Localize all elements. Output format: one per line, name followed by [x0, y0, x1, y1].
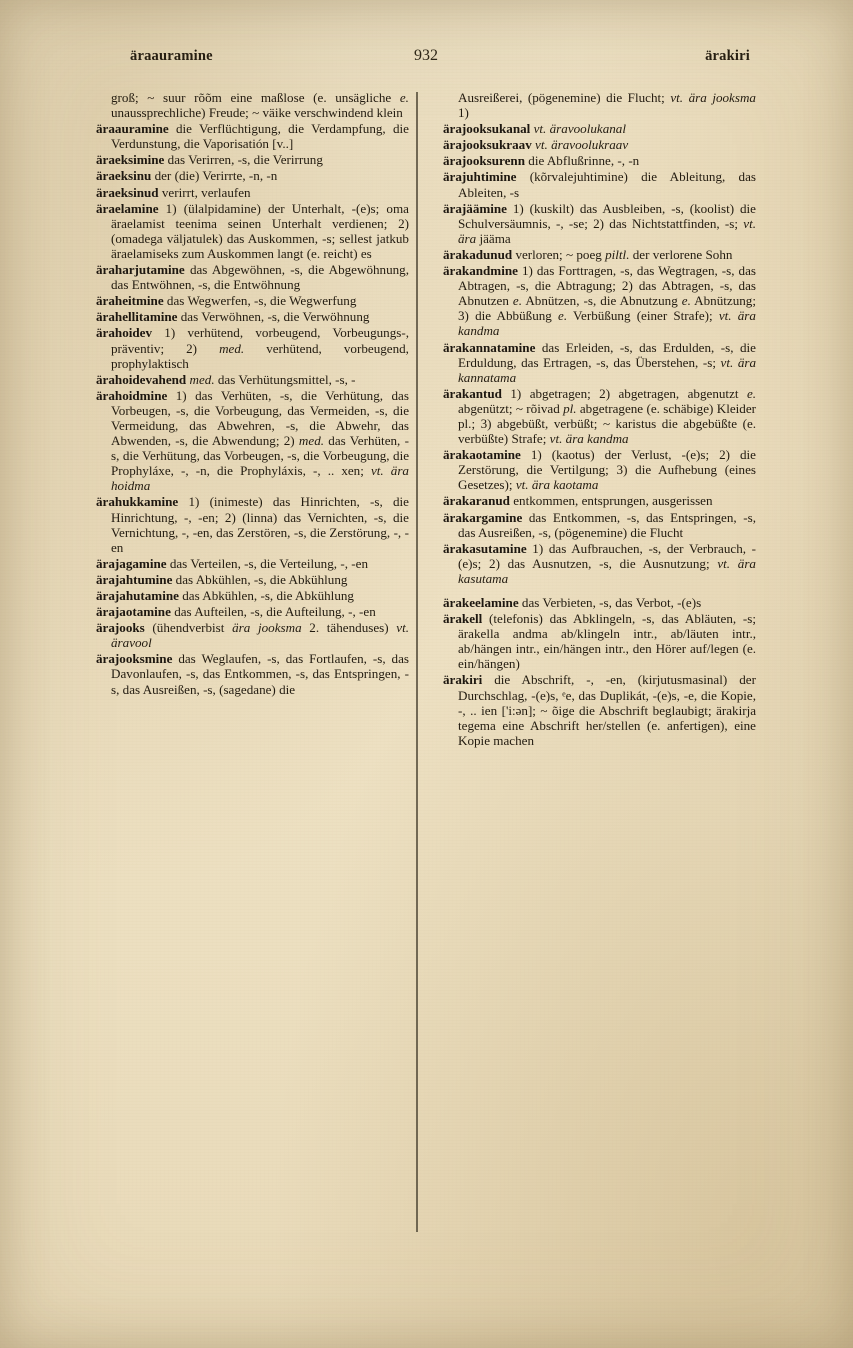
entry-headword: ärajahutamine	[96, 588, 179, 603]
entry-headword: ärajooksurenn	[443, 153, 525, 169]
entry-headword: äraeksimine	[96, 152, 165, 168]
running-head-right: ärakiri	[705, 48, 750, 64]
entry-headword: äraheitmine	[96, 293, 164, 309]
entry-headword: ärajäämine	[443, 200, 507, 216]
entry-headword: ärahoidev	[96, 325, 153, 341]
entry-headword: ärakell	[443, 611, 483, 627]
dictionary-entry	[443, 263, 756, 338]
dictionary-entry	[96, 262, 409, 292]
dictionary-entry	[96, 372, 409, 387]
entry-headword: ärajooksmine	[96, 651, 173, 667]
dictionary-entry	[96, 588, 409, 603]
dictionary-entry	[443, 169, 756, 199]
entry-definition: verloren; ~ poeg piltl. der verlorene Sohn	[515, 246, 733, 262]
dictionary-entry	[96, 604, 409, 619]
text-columns	[96, 90, 756, 749]
entry-headword: ärahellitamine	[96, 309, 178, 325]
entry-definition: das Entkommen, -s, das Entspringen, -s, das Ausreißen, -s, (pögenemine) die Flucht	[458, 509, 756, 540]
entry-definition: die Verflüchtigung, die Verdampfung, die Verdunstung, die Vaporisatión [v..]	[111, 121, 409, 152]
dictionary-entry	[96, 185, 409, 200]
entry-continuation	[96, 90, 409, 120]
entry-headword: ärakantud	[443, 385, 502, 401]
page-number: 932	[414, 47, 438, 64]
dictionary-entry	[443, 137, 756, 152]
dictionary-entry	[96, 620, 409, 650]
entry-headword: ärakargamine	[443, 509, 523, 525]
entry-definition: das Abgewöhnen, -s, die Abgewöhnung, das Entwöhnen, -s, die Entwöhnung	[111, 262, 409, 293]
dictionary-entry	[96, 651, 409, 696]
entry-definition: (ühendverbist ära jooksma 2. tähenduses) vt. äravool	[111, 620, 410, 651]
page-sheet	[96, 48, 756, 1288]
dictionary-entry	[443, 611, 756, 671]
dictionary-entry	[443, 447, 756, 492]
entry-definition: groß; ~ suur rõõm eine maßlose (e. unsägliche e. unaussprechliche) Freude; ~ väike verschwindend klein	[111, 90, 409, 121]
entry-headword: äraharjutamine	[96, 262, 185, 278]
entry-definition: das Aufteilen, -s, die Aufteilung, -, -en	[174, 604, 376, 620]
running-head-left: äraauramine	[130, 48, 213, 64]
dictionary-entry	[96, 293, 409, 308]
entry-headword: ärajooksukanal	[443, 121, 531, 137]
entry-definition: 1) das Forttragen, -s, das Wegtragen, -s, das Abtragen, -s, die Abtragung; 2) das Abtragen, -s, das Abnutzen e. Abnützen, -s, die Abnutzung e. Abnützung; 3) die Abbüßung e. Verbüßung (einer Strafe); vt. ära kandma	[458, 263, 756, 339]
entry-headword: äraeksinud	[96, 184, 159, 200]
entry-headword: ärakiri	[443, 672, 483, 688]
entry-definition: das Verbieten, -s, das Verbot, -(e)s	[521, 595, 702, 610]
entry-headword: ärahoidevahend	[96, 371, 187, 387]
dictionary-entry	[96, 168, 409, 183]
dictionary-entry	[443, 340, 756, 385]
entry-headword: ärajooks	[96, 620, 145, 636]
entry-definition: die Abflußrinne, -, -n	[528, 153, 640, 169]
dictionary-entry	[96, 152, 409, 167]
entry-definition: das Erleiden, -s, das Erdulden, -s, die Erduldung, das Ertragen, -s, das Überstehen, -s; vt. ära kannatama	[458, 339, 757, 385]
dictionary-entry	[443, 510, 756, 540]
dictionary-entry	[443, 386, 756, 446]
entry-definition: entkommen, entsprungen, ausgerissen	[513, 493, 713, 509]
entry-definition: das Verwöhnen, -s, die Verwöhnung	[180, 309, 370, 325]
entry-headword: ärakasutamine	[443, 540, 527, 556]
entry-definition: 1) das Verhüten, -s, die Verhütung, das Vorbeugen, -s, die Vorbeugung, das Vermeiden, -s, die Vermeidung, das Abwehren, -s, die Abwehr, das Abwenden, -s, die Abwendung; 2) med. das Verhüten, -s, die Verhütung, das Vorbeugen, -s, die Vorbeugung, die Prophyláxe, -, -n, die Prophyláxis, -, .. xen; vt. ära hoidma	[111, 387, 410, 494]
entry-definition: vt. äravoolukanal	[533, 121, 626, 137]
dictionary-entry	[96, 201, 409, 261]
entry-headword: ärajaotamine	[96, 604, 171, 620]
entry-definition: med. das Verhütungsmittel, -s, -	[189, 371, 356, 387]
dictionary-entry	[96, 388, 409, 494]
entry-headword: ärakeelamine	[443, 595, 519, 610]
entry-gap	[443, 587, 756, 595]
dictionary-entry	[443, 541, 756, 586]
page-header	[96, 48, 756, 78]
entry-definition: die Abschrift, -, -en, (kirjutusmasinal) der Durchschlag, -(e)s, ᵉe, das Duplikát, -(e)s, -e, die Kopie, -, .. ien ['i:ən]; ~ õige die Abschrift beglaubigt; ärakirja tegema eine Abschrift her/stellen (e. anfertigen), eine Kopie machen	[458, 672, 757, 748]
entry-headword: ärajuhtimine	[443, 169, 517, 185]
entry-definition: das Abkühlen, -s, die Abkühlung	[182, 588, 354, 603]
dictionary-entry	[443, 672, 756, 747]
dictionary-entry	[443, 247, 756, 262]
entry-continuation	[443, 90, 756, 120]
entry-definition: Ausreißerei, (pögenemine) die Flucht; vt. ära jooksma 1)	[458, 90, 756, 121]
entry-definition: das Verteilen, -s, die Verteilung, -, -en	[169, 555, 368, 571]
dictionary-entry	[443, 493, 756, 508]
entry-definition: (kõrvalejuhtimine) die Ableitung, das Ableiten, -s	[458, 169, 756, 200]
entry-headword: ärajooksukraav	[443, 137, 532, 153]
entry-headword: äraelamine	[96, 200, 159, 216]
dictionary-entry	[443, 153, 756, 168]
entry-definition: 1) (kuskilt) das Ausbleiben, -s, (koolist) die Schulversäumnis, -, -se; 2) das Nichtstattfinden, -s; vt. ära jääma	[458, 200, 757, 246]
entry-headword: ärakannatamine	[443, 339, 536, 355]
dictionary-entry	[96, 494, 409, 554]
right-column	[419, 90, 756, 749]
entry-definition: 1) abgetragen; 2) abgetragen, abgenutzt e. abgenützt; ~ rõivad pl. abgetragene (e. schäbige) Kleider pl.; 3) abgebüßt, verbüßt; ~ karistus die abgebüßte (e. verbüßte) Strafe; vt. ära kandma	[458, 385, 757, 447]
entry-headword: ärakaotamine	[443, 447, 521, 463]
entry-headword: ärakandmine	[443, 263, 518, 279]
dictionary-entry	[96, 121, 409, 151]
dictionary-entry	[443, 201, 756, 246]
entry-headword: ärajagamine	[96, 555, 167, 571]
entry-definition: das Wegwerfen, -s, die Wegwerfung	[166, 293, 357, 309]
dictionary-entry	[443, 121, 756, 136]
entry-definition: 1) das Aufbrauchen, -s, der Verbrauch, -(e)s; 2) das Ausnutzen, -s, die Ausnutzung; vt. ära kasutama	[458, 540, 757, 586]
entry-headword: äraauramine	[96, 121, 169, 137]
entry-definition: (telefonis) das Abklingeln, -s, das Abläuten, -s; ärakella andma ab/klingeln intr., ab/läuten intr., ab/hängen intr., ein/hängen intr., den Hörer auf/legen (e. ein/hängen)	[458, 611, 757, 672]
entry-definition: vt. äravoolukraav	[535, 137, 629, 153]
entry-definition: 1) (inimeste) das Hinrichten, -s, die Hinrichtung, -, -en; 2) (linna) das Vernichten, -s, die Vernichtung, -, -en, das Zerstören, -s, die Zerstörung, -, -en	[111, 494, 409, 555]
entry-headword: ärajahtumine	[96, 571, 173, 587]
entry-headword: ärahukkamine	[96, 494, 179, 510]
entry-definition: 1) (ülalpidamine) der Unterhalt, -(e)s; oma äraelamist teenima seinen Unterhalt verdienen; 2) (omadega väljatulek) das Auskommen, -s; sellest jatkub äraelamiseks zum Auskommen langt (e. reicht) es	[111, 200, 410, 261]
entry-definition: verirrt, verlaufen	[161, 184, 251, 200]
entry-definition: 1) (kaotus) der Verlust, -(e)s; 2) die Zerstörung, die Vertilgung; 3) die Aufhebung (eines Gesetzes); vt. ära kaotama	[458, 447, 757, 493]
entry-headword: ärahoidmine	[96, 387, 168, 403]
entry-headword: ärakaranud	[443, 493, 510, 509]
left-column	[96, 90, 419, 749]
entry-definition: das Weglaufen, -s, das Fortlaufen, -s, das Davonlaufen, -s, das Entkommen, -s, das Entspringen, -s, das Ausreißen, -s, (sagedane) die	[111, 651, 409, 697]
dictionary-entry	[96, 556, 409, 571]
entry-headword: äraeksinu	[96, 168, 152, 184]
entry-definition: 1) verhütend, vorbeugend, Vorbeugungs-, präventiv; 2) med. verhütend, vorbeugend, prophylaktisch	[111, 325, 409, 371]
entry-definition: das Verirren, -s, die Verirrung	[167, 152, 323, 168]
dictionary-entry	[96, 309, 409, 324]
dictionary-entry	[96, 325, 409, 370]
entry-definition: das Abkühlen, -s, die Abkühlung	[175, 571, 348, 587]
dictionary-entry	[443, 595, 756, 610]
dictionary-entry	[96, 572, 409, 587]
entry-definition: der (die) Verirrte, -n, -n	[154, 168, 278, 184]
entry-headword: ärakadunud	[443, 246, 513, 262]
